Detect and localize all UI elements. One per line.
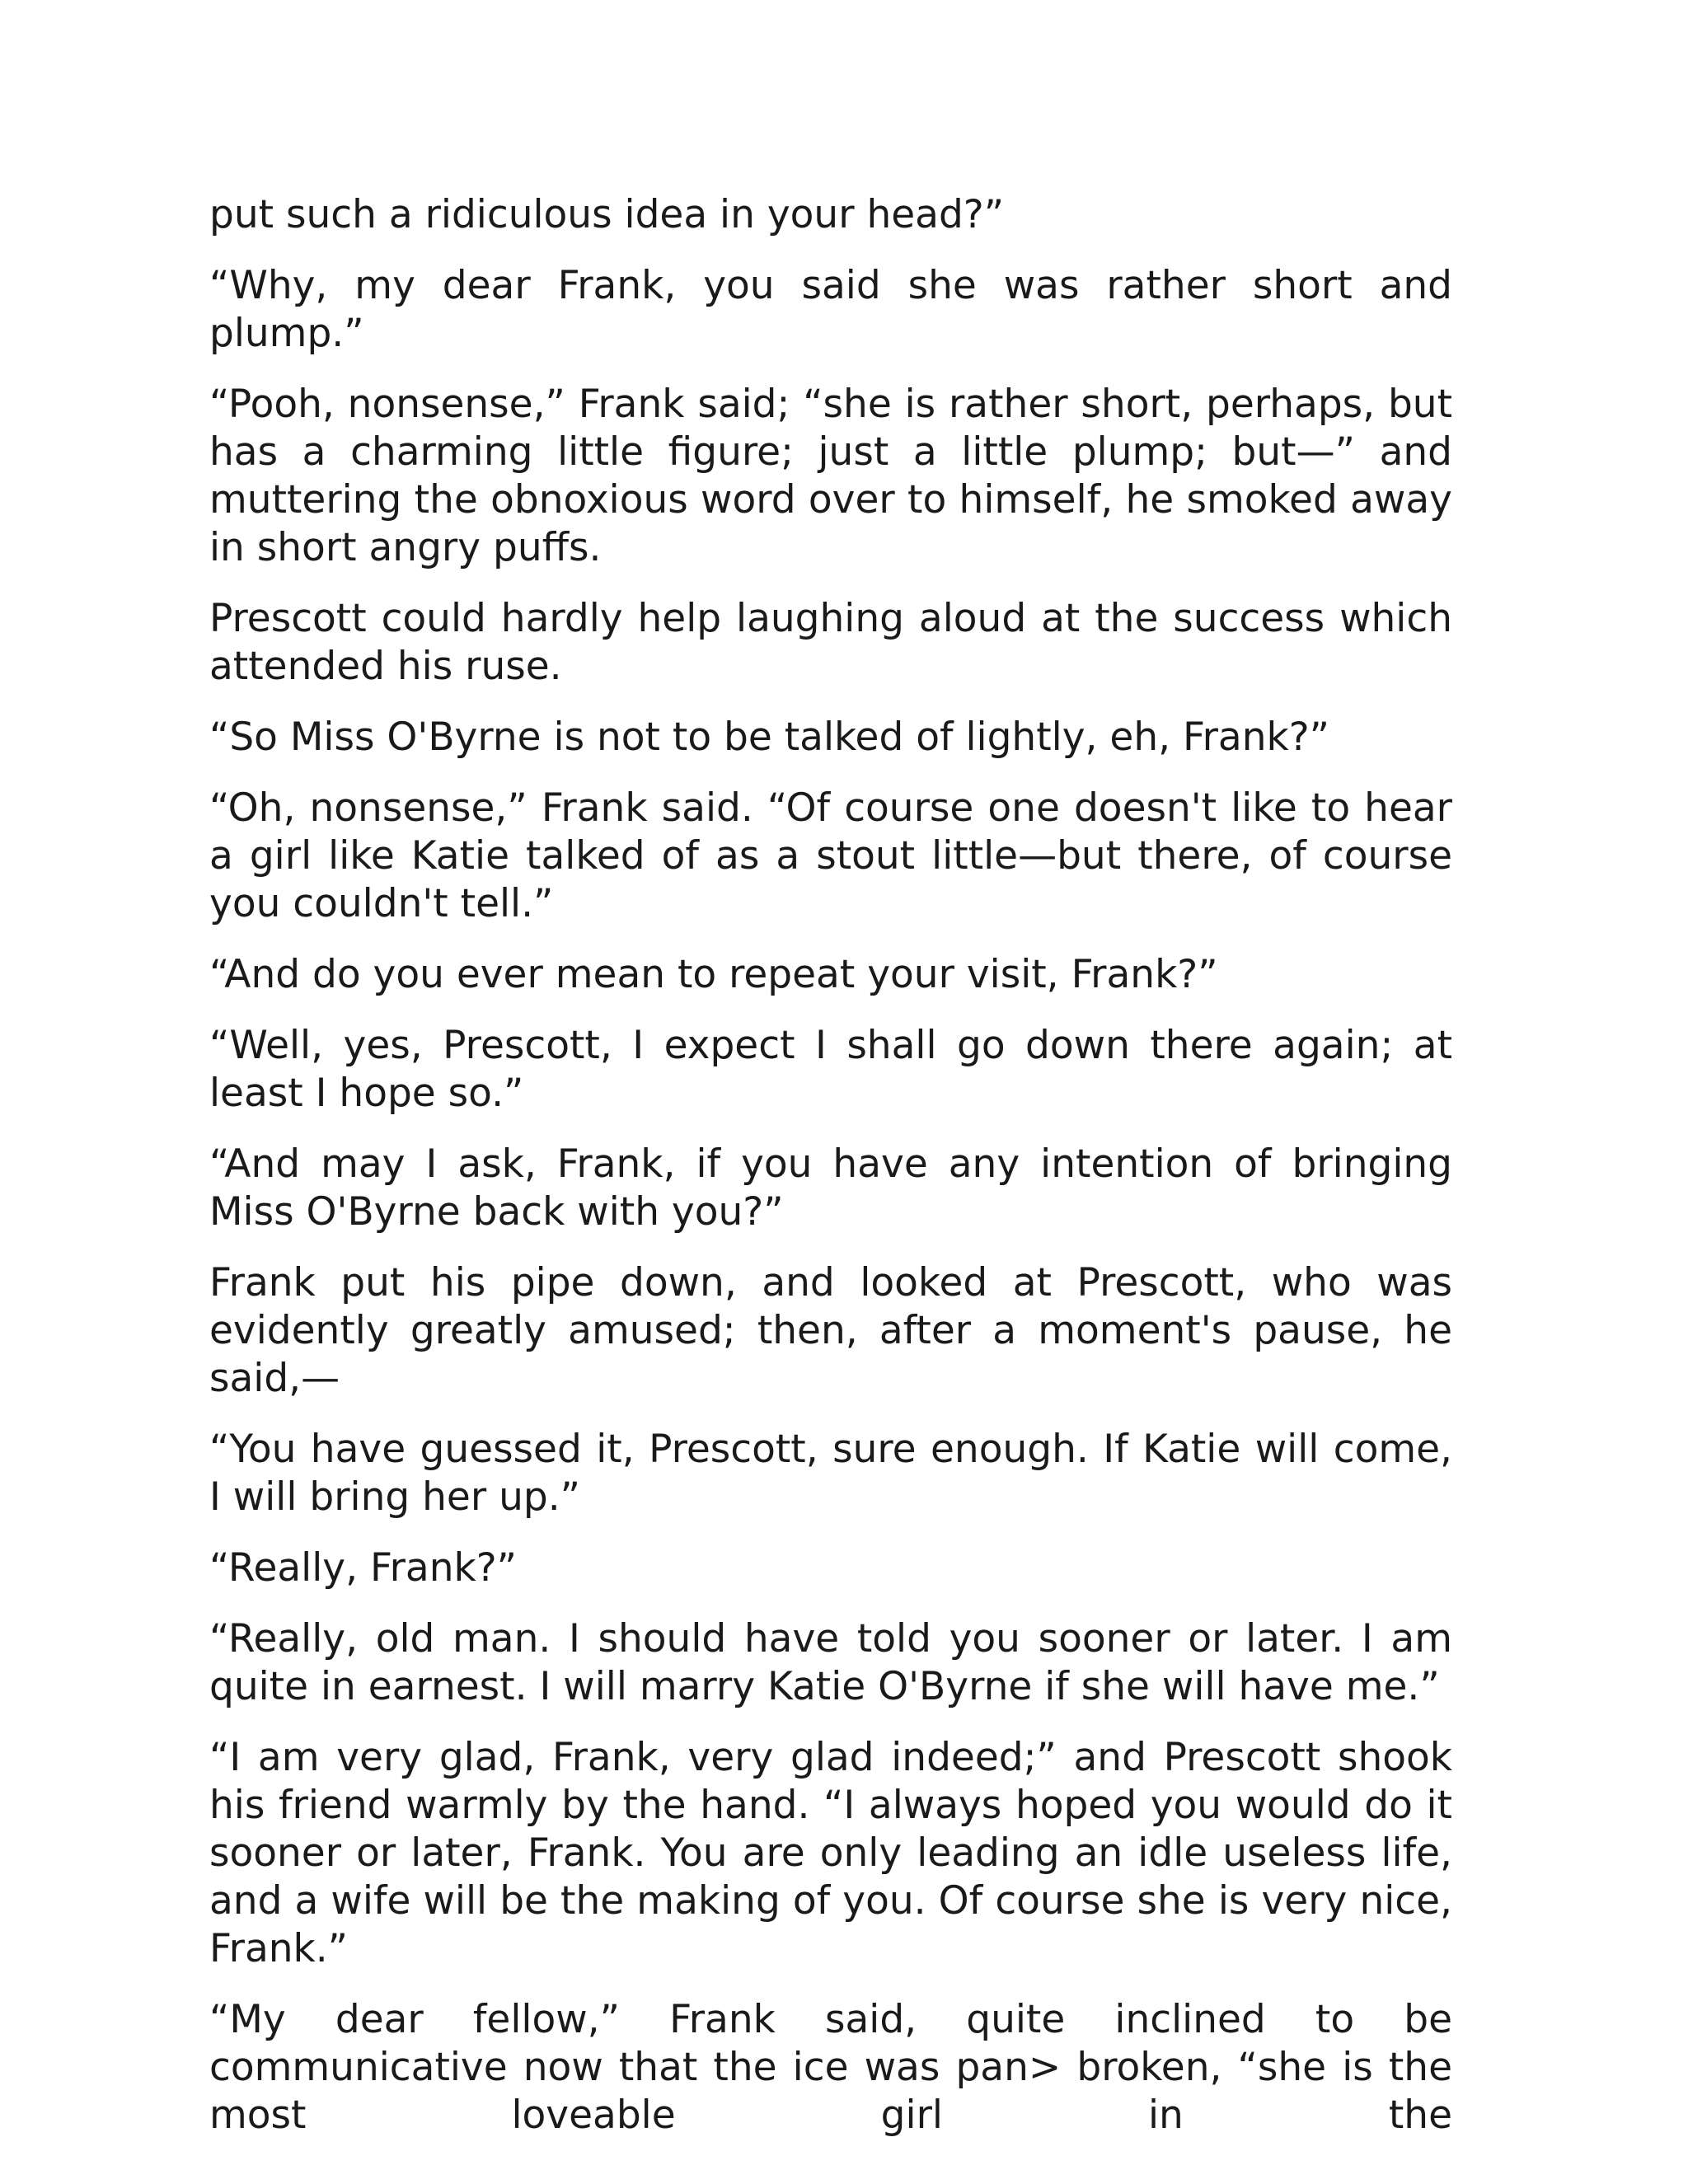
paragraph-15: “My dear fellow,” Frank said, quite inclined to be communicative now that the ice was pan> broken, “she is the most loveable girl in the	[209, 1997, 1452, 2138]
paragraph-6: “Oh, nonsense,” Frank said. “Of course one doesn't like to hear a girl like Katie talked of as a stout little—but there, of course you couldn't tell.”	[209, 785, 1452, 926]
paragraph-14: “I am very glad, Frank, very glad indeed;” and Prescott shook his friend warmly by the hand. “I always hoped you would do it sooner or later, Frank. You are only leading an idle useless life, and a wife will be the making of you. Of course she is very nice, Frank.”	[209, 1735, 1452, 1971]
document-page	[209, 191, 1452, 2163]
paragraph-1: put such a ridiculous idea in your head?”	[209, 192, 1005, 237]
paragraph-2: “Why, my dear Frank, you said she was rather short and plump.”	[209, 263, 1452, 356]
paragraph-11: “You have guessed it, Prescott, sure enough. If Katie will come, I will bring her up.”	[209, 1427, 1452, 1520]
paragraph-5: “So Miss O'Byrne is not to be talked of lightly, eh, Frank?”	[209, 715, 1330, 760]
paragraph-8: “Well, yes, Prescott, I expect I shall go down there again; at least I hope so.”	[209, 1023, 1452, 1116]
paragraph-13: “Really, old man. I should have told you sooner or later. I am quite in earnest. I will marry Katie O'Byrne if she will have me.”	[209, 1616, 1452, 1709]
paragraph-9: “And may I ask, Frank, if you have any intention of bringing Miss O'Byrne back with you?”	[209, 1141, 1452, 1235]
paragraph-7: “And do you ever mean to repeat your visit, Frank?”	[209, 952, 1218, 997]
paragraph-3: “Pooh, nonsense,” Frank said; “she is rather short, perhaps, but has a charming little figure; just a little plump; but—” and muttering the obnoxious word over to himself, he smoked away in short angry puffs.	[209, 382, 1452, 570]
paragraph-4: Prescott could hardly help laughing aloud at the success which attended his ruse.	[209, 596, 1452, 689]
paragraph-10: Frank put his pipe down, and looked at Prescott, who was evidently greatly amused; then, after a moment's pause, he said,—	[209, 1260, 1452, 1401]
paragraph-12: “Really, Frank?”	[209, 1545, 518, 1591]
